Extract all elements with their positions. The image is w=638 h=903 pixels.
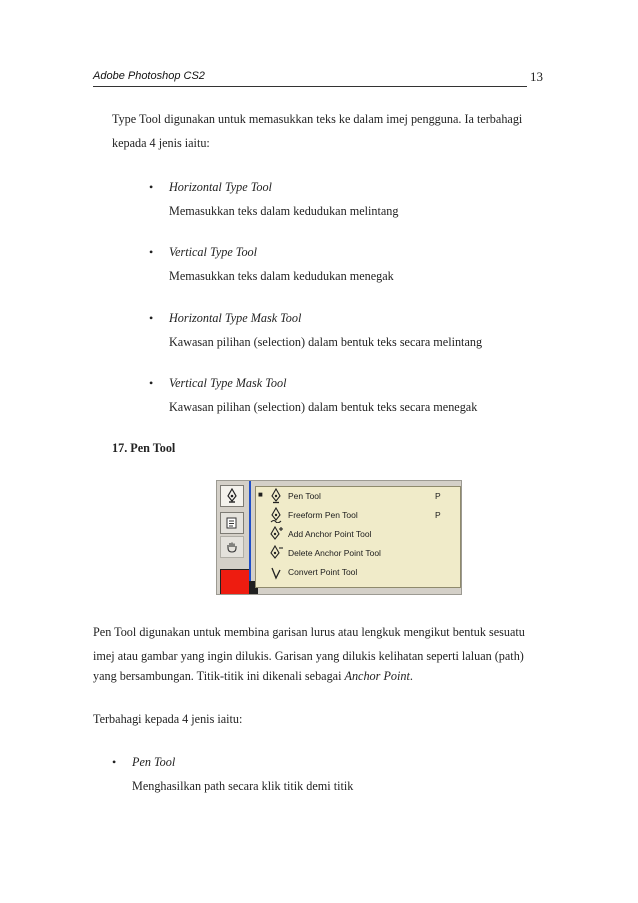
add-anchor-point-icon	[269, 526, 283, 542]
section-heading: 17. Pen Tool	[112, 441, 176, 455]
menu-item-convert-point-tool[interactable]	[256, 563, 460, 582]
intro-line-1: Type Tool digunakan untuk memasukkan teks ke dalam imej pengguna. Ia terbahagi	[112, 112, 523, 126]
menu-item-freeform-pen-tool[interactable]	[256, 506, 460, 525]
pen-desc-line-3	[93, 664, 413, 688]
menu-item-shortcut: P	[435, 510, 441, 520]
pen-desc-text: yang bersambungan. Titik-titik ini dikenali sebagai	[93, 669, 345, 683]
header-rule	[93, 86, 527, 87]
bullet-dot: •	[149, 376, 154, 390]
panel-edge	[249, 481, 251, 594]
selected-indicator: ■	[258, 490, 263, 499]
pen-icon	[269, 488, 283, 504]
menu-item-shortcut: P	[435, 491, 441, 501]
menu-item-label: Delete Anchor Point Tool	[288, 548, 381, 558]
notes-icon	[225, 516, 239, 530]
menu-item-add-anchor-point-tool[interactable]	[256, 525, 460, 544]
anchor-point-term: Anchor Point	[344, 669, 410, 683]
tool-description: Kawasan pilihan (selection) dalam bentuk teks secara melintang	[169, 335, 483, 349]
pen-types-intro: Terbahagi kepada 4 jenis iaitu:	[93, 712, 243, 726]
menu-item-label: Convert Point Tool	[288, 567, 358, 577]
pen-tool-menu-screenshot	[216, 480, 462, 595]
notes-tool-button[interactable]	[220, 512, 244, 534]
menu-item-label: Freeform Pen Tool	[288, 510, 358, 520]
delete-anchor-point-icon	[269, 545, 283, 561]
menu-item-label: Pen Tool	[288, 491, 321, 501]
tool-flyout-menu	[255, 486, 461, 588]
freeform-pen-icon	[269, 507, 283, 523]
bullet-dot: •	[149, 180, 154, 194]
tool-name: Vertical Type Tool	[169, 245, 258, 259]
page-number: 13	[530, 69, 543, 84]
menu-item-pen-tool[interactable]	[256, 487, 460, 506]
pen-tool-button[interactable]	[220, 485, 244, 507]
hand-tool-button[interactable]	[220, 536, 244, 558]
running-header-title: Adobe Photoshop CS2	[93, 70, 205, 82]
tool-description: Menghasilkan path secara klik titik demi titik	[132, 779, 354, 793]
bullet-dot: •	[149, 311, 154, 325]
pen-desc-line-2: imej atau gambar yang ingin dilukis. Garisan yang dilukis kelihatan seperti laluan (path)	[93, 649, 524, 663]
bullet-dot: •	[112, 755, 117, 769]
hand-icon	[225, 540, 239, 554]
tool-name: Horizontal Type Mask Tool	[169, 311, 302, 325]
menu-item-delete-anchor-point-tool[interactable]	[256, 544, 460, 563]
pen-desc-line-1: Pen Tool digunakan untuk membina garisan lurus atau lengkuk mengikut bentuk sesuatu	[93, 625, 525, 639]
foreground-color-swatch[interactable]	[220, 569, 250, 595]
tool-name: Pen Tool	[132, 755, 176, 769]
pen-desc-period: .	[409, 669, 413, 683]
tool-name: Horizontal Type Tool	[169, 180, 272, 194]
pen-icon	[225, 488, 239, 504]
intro-line-2: kepada 4 jenis iaitu:	[112, 136, 210, 150]
convert-point-icon	[269, 564, 283, 580]
tool-description: Memasukkan teks dalam kedudukan melintang	[169, 204, 399, 218]
tool-name: Vertical Type Mask Tool	[169, 376, 287, 390]
tool-description: Memasukkan teks dalam kedudukan menegak	[169, 269, 394, 283]
menu-item-label: Add Anchor Point Tool	[288, 529, 372, 539]
bullet-dot: •	[149, 245, 154, 259]
tool-description: Kawasan pilihan (selection) dalam bentuk teks secara menegak	[169, 400, 478, 414]
toolbox-strip	[217, 481, 247, 594]
